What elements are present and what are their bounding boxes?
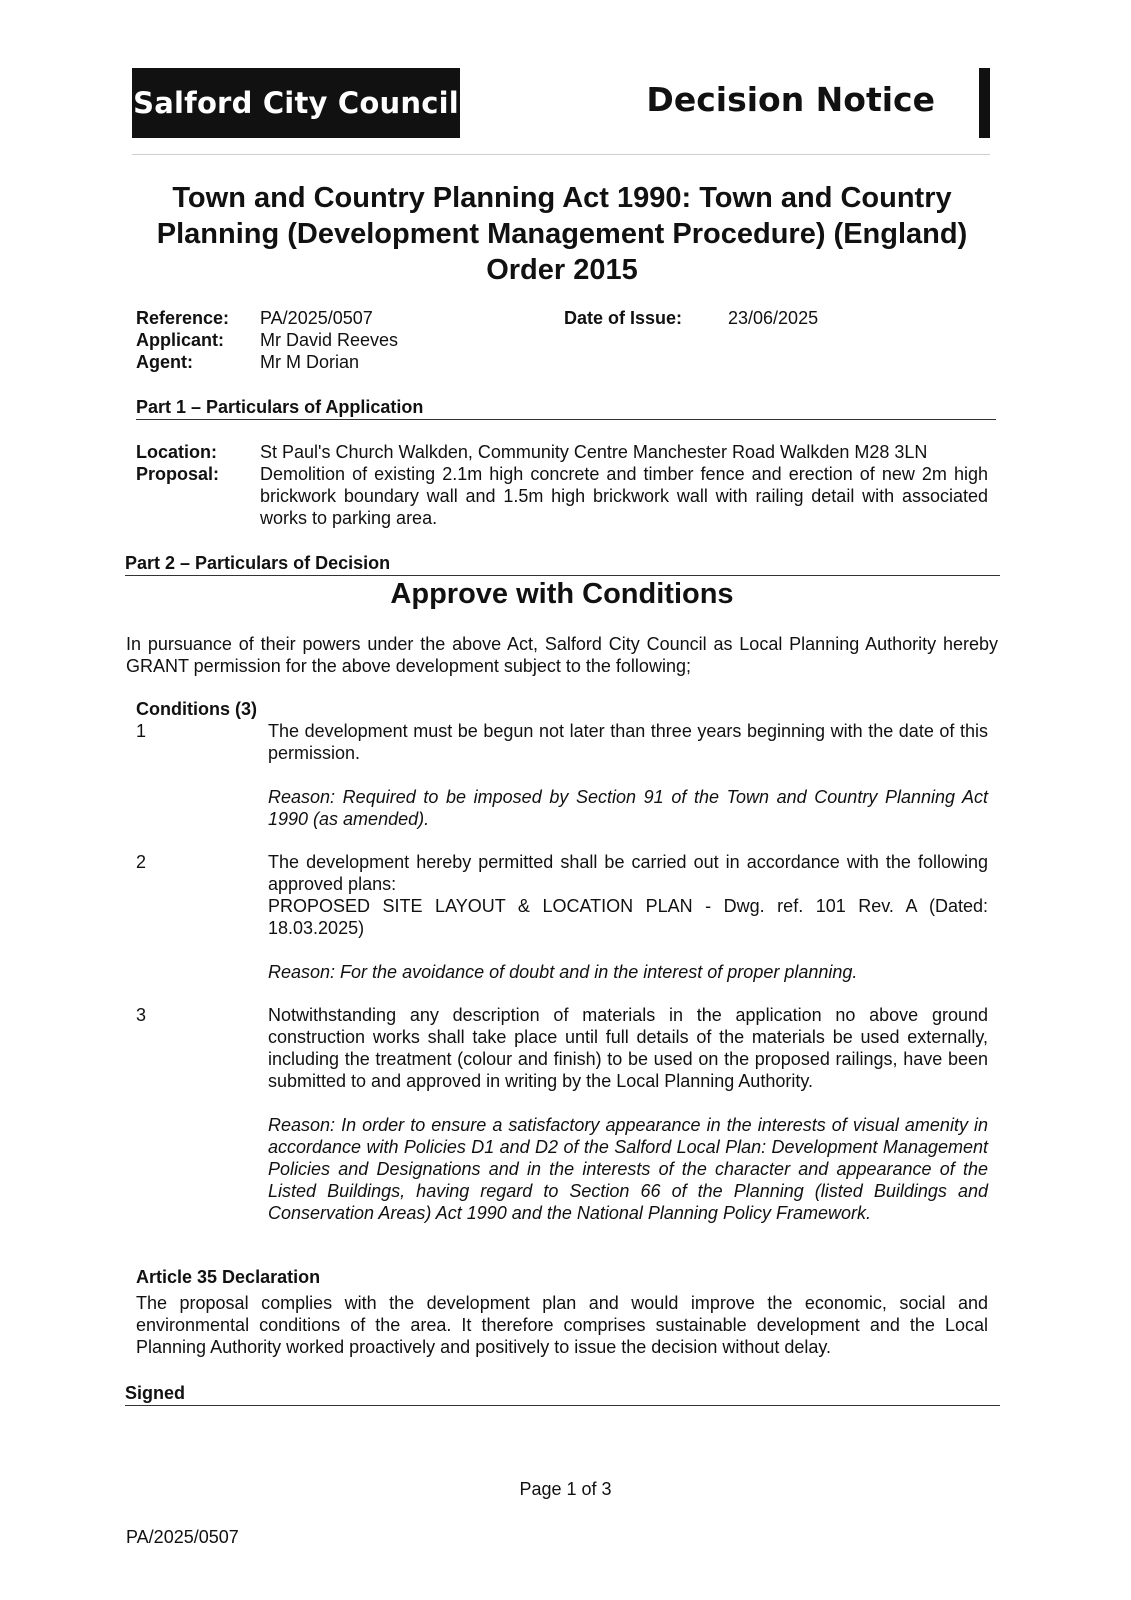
condition-plan-reference: PROPOSED SITE LAYOUT & LOCATION PLAN - Dwg. ref. 101 Rev. A (Dated: 18.03.2025) (268, 896, 988, 938)
location-proposal (136, 441, 988, 529)
condition-text: The development must be begun not later than three years beginning with the date of this permission. (268, 721, 988, 763)
condition-number: 2 (136, 852, 147, 872)
article35-heading: Article 35 Declaration (136, 1267, 321, 1287)
condition-item (136, 1004, 988, 1224)
proposal-value: Demolition of existing 2.1m high concrete and timber fence and erection of new 2m high brickwork boundary wall and 1.5m high brickwork wall with railing detail with associated works to parking area. (260, 464, 988, 528)
applicant-value: Mr David Reeves (260, 330, 399, 350)
condition-text: Notwithstanding any description of materials in the application no above ground construction works shall take place until full details of the materials be used externally, including the treatment (colour and finish) to be used on the proposed railings, have been submitted to and approved in writing by the Local Planning Authority. (268, 1005, 988, 1091)
condition-number: 1 (136, 721, 147, 741)
proposal-row (136, 463, 988, 529)
proposal-label: Proposal: (136, 464, 220, 484)
reference-label: Reference: (136, 308, 230, 328)
condition-reason: Reason: In order to ensure a satisfactory appearance in the interests of visual amenity in accordance with Policies D1 and D2 of the Salford Local Plan: Development Management Policies and Designations and in the interests of the character and appearance of the Listed Buildings, having regard to Section 66 of the Planning (listed Buildings and Conservation Areas) Act 1990 and the National Planning Policy Framework. (268, 1115, 988, 1223)
conditions-heading: Conditions (3) (136, 699, 257, 719)
application-particulars (136, 307, 996, 373)
signed-heading: Signed (125, 1382, 1000, 1406)
footer-reference: PA/2025/0507 (126, 1527, 239, 1547)
applicant-label: Applicant: (136, 330, 224, 350)
date-of-issue-value: 23/06/2025 (728, 308, 819, 328)
part2-heading: Part 2 – Particulars of Decision (125, 552, 1000, 576)
location-value: St Paul's Church Walkden, Community Centre Manchester Road Walkden M28 3LN (260, 442, 928, 462)
applicant-row (136, 329, 996, 351)
condition-item (136, 720, 988, 830)
reference-value: PA/2025/0507 (260, 308, 373, 328)
condition-number: 3 (136, 1005, 147, 1025)
page-number: Page 1 of 3 (519, 1479, 612, 1499)
article35-text: The proposal complies with the development plan and would improve the economic, social and environmental conditions of the area. It therefore comprises sustainable development and the Local Planning Authority worked proactively and positively to issue the decision without delay. (136, 1293, 988, 1357)
part1-heading: Part 1 – Particulars of Application (136, 396, 996, 420)
notice-title: Decision Notice (646, 80, 935, 119)
decision-title: Approve with Conditions (390, 578, 734, 610)
condition-item (136, 851, 988, 983)
agent-value: Mr M Dorian (260, 352, 360, 372)
location-label: Location: (136, 442, 217, 462)
date-of-issue-label: Date of Issue: (564, 308, 683, 328)
header-divider (132, 154, 990, 155)
decision-intro: In pursuance of their powers under the above Act, Salford City Council as Local Planning Authority hereby GRANT permission for the above development subject to the following; (126, 634, 998, 676)
agent-row (136, 351, 996, 373)
agent-label: Agent: (136, 352, 193, 372)
council-name: Salford City Council (133, 86, 459, 120)
act-title: Town and Country Planning Act 1990: Town and Country Planning (Development Management Procedure) (England) Order 2015 (156, 182, 968, 286)
condition-reason: Reason: Required to be imposed by Section 91 of the Town and Country Planning Act 1990 (as amended). (268, 787, 988, 829)
notice-title-bar (979, 68, 990, 138)
reference-row (136, 307, 996, 329)
location-row (136, 441, 988, 463)
council-logo (132, 68, 460, 138)
condition-text: The development hereby permitted shall be carried out in accordance with the following approved plans: (268, 852, 988, 894)
condition-reason: Reason: For the avoidance of doubt and in the interest of proper planning. (268, 962, 858, 982)
